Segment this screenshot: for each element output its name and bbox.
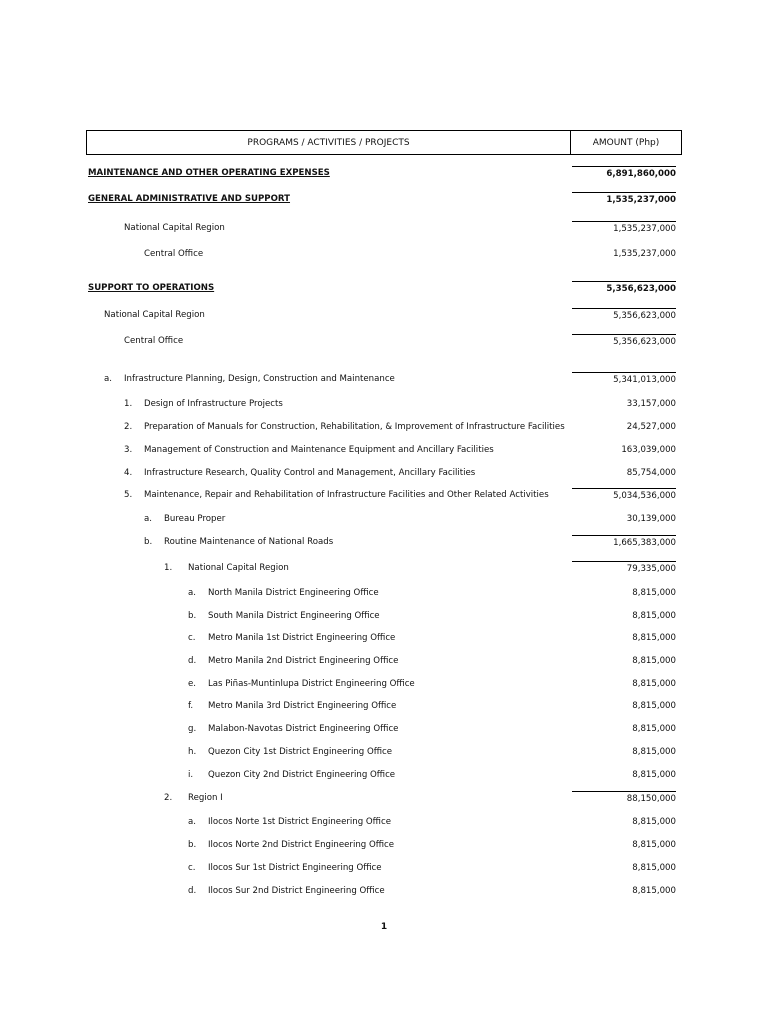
table-row [0, 654, 768, 668]
row-marker: i. [188, 770, 194, 780]
row-marker: h. [188, 747, 197, 757]
table-row [0, 838, 768, 852]
row-marker: d. [188, 886, 197, 896]
table-row [0, 420, 768, 434]
row-label: Metro Manila 2nd District Engineering Office [208, 656, 399, 666]
row-label: GENERAL ADMINISTRATIVE AND SUPPORT [88, 194, 291, 204]
row-marker: a. [188, 588, 196, 598]
row-label: Infrastructure Research, Quality Control and Management, Ancillary Facilities [144, 468, 476, 478]
row-label: Ilocos Norte 2nd District Engineering Office [208, 840, 395, 850]
row-label: Design of Infrastructure Projects [144, 399, 283, 409]
table-row [0, 397, 768, 411]
row-label: Preparation of Manuals for Construction, Rehabilitation, & Improvement of Infrastructure Facilities [144, 422, 565, 432]
row-amount: 30,139,000 [626, 514, 676, 524]
row-label: Las Piñas-Muntinlupa District Engineering Office [208, 679, 415, 689]
row-amount: 8,815,000 [632, 747, 676, 757]
row-marker: b. [144, 537, 153, 547]
programs-column-header: PROGRAMS / ACTIVITIES / PROJECTS [247, 137, 410, 148]
row-label: North Manila District Engineering Office [208, 588, 379, 598]
row-amount: 8,815,000 [632, 679, 676, 689]
row-label: Ilocos Sur 1st District Engineering Office [208, 863, 382, 873]
table-row [0, 884, 768, 898]
row-amount: 85,754,000 [626, 468, 676, 478]
row-marker: c. [188, 863, 196, 873]
table-row [0, 221, 768, 235]
table-row [0, 512, 768, 526]
table-row [0, 677, 768, 691]
table-row [0, 586, 768, 600]
row-marker: 1. [124, 399, 133, 409]
row-label: Management of Construction and Maintenance Equipment and Ancillary Facilities [144, 445, 494, 455]
row-marker: 2. [124, 422, 133, 432]
table-row [0, 334, 768, 348]
row-amount: 8,815,000 [632, 611, 676, 621]
row-marker: e. [188, 679, 197, 689]
row-label: SUPPORT TO OPERATIONS [88, 283, 215, 293]
row-amount: 5,356,623,000 [572, 281, 676, 296]
row-amount: 8,815,000 [632, 840, 676, 850]
row-label: National Capital Region [124, 223, 225, 233]
row-label: Malabon-Navotas District Engineering Office [208, 724, 399, 734]
row-marker: b. [188, 840, 197, 850]
row-amount: 5,034,536,000 [572, 488, 676, 503]
row-amount: 5,356,623,000 [572, 334, 676, 349]
row-label: Central Office [144, 249, 204, 259]
table-row [0, 699, 768, 713]
table-row [0, 372, 768, 386]
row-label: Metro Manila 3rd District Engineering Office [208, 701, 397, 711]
row-marker: d. [188, 656, 197, 666]
row-label: Maintenance, Repair and Rehabilitation of Infrastructure Facilities and Other Related Activities [144, 490, 549, 500]
table-row [0, 609, 768, 623]
row-amount: 163,039,000 [621, 445, 676, 455]
table-row [0, 535, 768, 549]
row-marker: f. [188, 701, 194, 711]
row-amount: 8,815,000 [632, 863, 676, 873]
row-label: Ilocos Norte 1st District Engineering Office [208, 817, 392, 827]
row-amount: 8,815,000 [632, 701, 676, 711]
row-marker: a. [104, 374, 112, 384]
row-label: Quezon City 1st District Engineering Office [208, 747, 393, 757]
row-label: MAINTENANCE AND OTHER OPERATING EXPENSES [88, 168, 330, 178]
table-row [0, 631, 768, 645]
row-label: Metro Manila 1st District Engineering Office [208, 633, 396, 643]
amount-column-header: AMOUNT (Php) [592, 137, 660, 148]
row-amount: 5,341,013,000 [572, 372, 676, 387]
row-amount: 8,815,000 [632, 886, 676, 896]
row-label: Quezon City 2nd District Engineering Office [208, 770, 396, 780]
table-row [0, 561, 768, 575]
row-marker: c. [188, 633, 196, 643]
row-marker: a. [144, 514, 152, 524]
row-label: National Capital Region [188, 563, 289, 573]
row-marker: g. [188, 724, 197, 734]
row-amount: 1,535,237,000 [613, 249, 676, 259]
row-amount: 8,815,000 [632, 633, 676, 643]
table-row [0, 722, 768, 736]
row-marker: 1. [164, 563, 173, 573]
page-number: 1 [380, 922, 388, 932]
table-row [0, 281, 768, 295]
row-amount: 79,335,000 [572, 561, 676, 576]
table-header [86, 130, 682, 155]
row-marker: 2. [164, 793, 173, 803]
row-amount: 6,891,860,000 [572, 166, 676, 181]
row-label: Central Office [124, 336, 184, 346]
row-amount: 8,815,000 [632, 770, 676, 780]
row-marker: b. [188, 611, 197, 621]
table-row [0, 247, 768, 261]
table-row [0, 166, 768, 180]
row-marker: 5. [124, 490, 133, 500]
table-row [0, 466, 768, 480]
row-amount: 24,527,000 [626, 422, 676, 432]
table-row [0, 488, 768, 502]
row-label: Bureau Proper [164, 514, 226, 524]
row-amount: 8,815,000 [632, 588, 676, 598]
row-amount: 5,356,623,000 [572, 308, 676, 323]
table-row [0, 745, 768, 759]
table-row [0, 791, 768, 805]
row-label: Region I [188, 793, 223, 803]
row-label: National Capital Region [104, 310, 205, 320]
row-marker: a. [188, 817, 196, 827]
row-label: Routine Maintenance of National Roads [164, 537, 334, 547]
row-amount: 33,157,000 [626, 399, 676, 409]
row-amount: 8,815,000 [632, 817, 676, 827]
table-row [0, 815, 768, 829]
table-row [0, 861, 768, 875]
table-row [0, 192, 768, 206]
row-label: South Manila District Engineering Office [208, 611, 380, 621]
table-row [0, 768, 768, 782]
table-row [0, 443, 768, 457]
row-amount: 8,815,000 [632, 724, 676, 734]
row-label: Infrastructure Planning, Design, Construction and Maintenance [124, 374, 395, 384]
row-amount: 8,815,000 [632, 656, 676, 666]
row-amount: 88,150,000 [572, 791, 676, 806]
row-amount: 1,535,237,000 [572, 221, 676, 236]
row-label: Ilocos Sur 2nd District Engineering Office [208, 886, 385, 896]
row-marker: 3. [124, 445, 133, 455]
row-amount: 1,535,237,000 [572, 192, 676, 207]
row-amount: 1,665,383,000 [572, 535, 676, 550]
row-marker: 4. [124, 468, 133, 478]
table-row [0, 308, 768, 322]
